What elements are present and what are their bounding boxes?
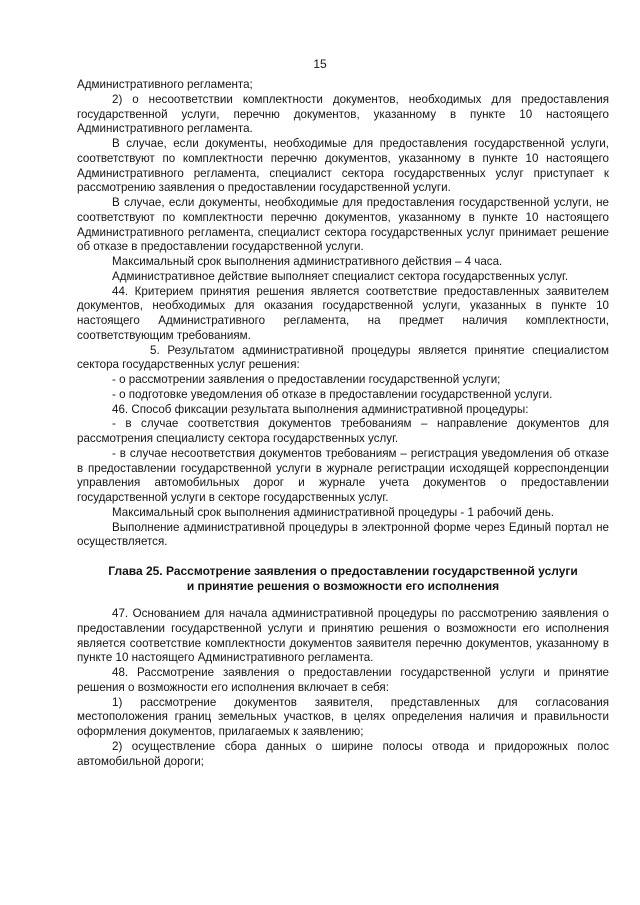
paragraph: 46. Способ фиксации результата выполнения административной процедуры: [112,402,529,416]
text-block-before [77,78,609,550]
paragraph: - в случае соответствия документов требованиям – направление документов для рассмотрения специалисту сектора государственных услуг. [77,417,609,445]
paragraph: 48. Рассмотрение заявления о предоставлении государственной услуги и принятие решения о возможности его исполнения включает в себя: [77,666,609,694]
paragraph: Административное действие выполняет специалист сектора государственных услуг. [112,269,569,283]
paragraph: 1) рассмотрение документов заявителя, представленных для согласования местоположения границ земельных участков, в целях определения наличия и правильности оформления документов, прилагаемых к заявлению; [77,695,609,738]
paragraph: - о рассмотрении заявления о предоставлении государственной услуги; [112,373,501,386]
paragraph: - в случае несоответствия документов требованиям – регистрация уведомления об отказе в предоставлении государственной услуги в журнале регистрации исходящей корреспонденции управления автомобильных дорог и журнале учета документов о предоставлении государственной услуги в секторе государственных услуг. [77,446,609,504]
paragraph: Максимальный срок выполнения административного действия – 4 часа. [112,255,503,268]
paragraph: В случае, если документы, необходимые для предоставления государственной услуги, не соответствуют по комплектности перечню документов, указанному в пункте 10 настоящего Административного регламента, специалист сектора государственных услуг принимает решение об отказе в предоставлении государственной услуги. [77,196,609,254]
chapter-heading [77,564,609,594]
paragraph: 5. Результатом административной процедуры является принятие специалистом сектора государственных услуг решения: [77,343,609,372]
paragraph: 47. Основанием для начала административной процедуры по рассмотрению заявления о предоставлении государственной услуги и принятию решения о возможности его исполнения является соответствие комплектности документов заявителя перечню документов, указанному в пункте 10 настоящего Административного регламента. [77,607,609,665]
text-block-after [77,607,609,769]
paragraph: 2) осуществление сбора данных о ширине полосы отвода и придорожных полос автомобильной дороги; [77,739,609,768]
paragraph: - о подготовке уведомления об отказе в предоставлении государственной услуги. [112,387,553,401]
paragraph: Максимальный срок выполнения административной процедуры - 1 рабочий день. [112,505,554,519]
paragraph: 44. Критерием принятия решения является соответствие предоставленных заявителем документов, необходимых для оказания государственной услуги, указанных в пункте 10 настоящего Административного регламента, на предмет наличия комплектности, соответствующим требованиям. [77,284,609,342]
chapter-heading-line-1: Глава 25. Рассмотрение заявления о предоставлении государственной услуги [108,564,578,578]
page-number: 15 [313,57,327,71]
paragraph: 2) о несоответствии комплектности документов, необходимых для предоставления государственной услуги, перечню документов, указанному в пункте 10 настоящего Административного регламента. [77,92,609,136]
chapter-heading-line-2: и принятие решения о возможности его исполнения [186,579,500,593]
paragraph: Административного регламента; [77,78,253,91]
paragraph: Выполнение административной процедуры в электронной форме через Единый портал не осуществляется. [77,520,609,549]
paragraph: В случае, если документы, необходимые для предоставления государственной услуги, соответствуют по комплектности перечню документов, указанному в пункте 10 настоящего Административного регламента, специалист сектора государственных услуг приступает к рассмотрению заявления о предоставлении государственной услуги. [77,137,609,195]
